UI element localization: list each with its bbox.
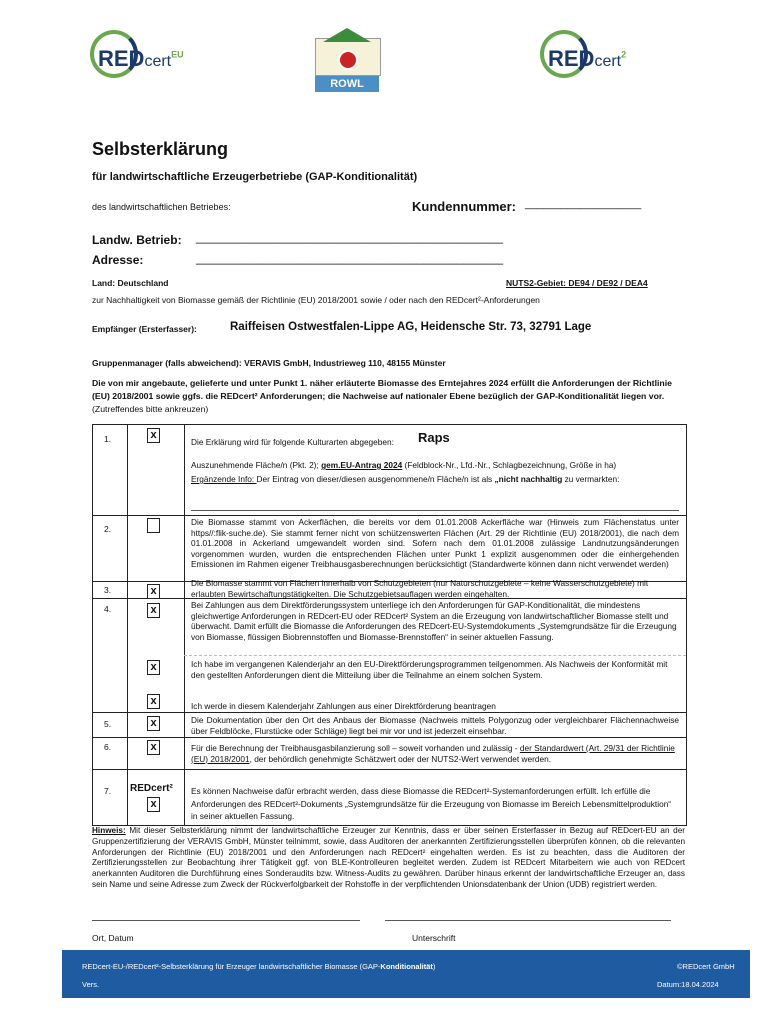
row-1-checkbox[interactable]: x: [147, 428, 160, 443]
row-2-checkbox[interactable]: [147, 518, 160, 533]
row-7-label: REDcert²: [130, 783, 173, 794]
row-1-text-c: Ergänzende Info: Der Eintrag von dieser/diesen ausgenommene/n Fläche/n ist als „nicht nachhaltig zu vermarkten:: [191, 474, 620, 484]
row-5-checkbox[interactable]: x: [147, 716, 160, 731]
row-6-number: 6.: [104, 742, 112, 752]
redcert2-logo: [540, 30, 650, 90]
adresse-label: Adresse:: [92, 253, 144, 267]
rowl-logo: [315, 38, 379, 93]
land-label: Land: Deutschland: [92, 278, 169, 288]
footer-copyright: ©REDcert GmbH: [677, 962, 735, 971]
gruppenmanager-text: Gruppenmanager (falls abweichend): VERAVIS GmbH, Industrieweg 110, 48155 Münster: [92, 358, 446, 368]
row-1-entry-line[interactable]: [191, 510, 679, 511]
logo-cert-text: cert: [144, 53, 172, 70]
nachhaltigkeit-text: zur Nachhaltigkeit von Biomasse gemäß der Richtlinie (EU) 2018/2001 sowie / oder nach den REDcert²-Anforderungen: [92, 295, 540, 305]
row-5-text: Die Dokumentation über den Ort des Anbaus der Biomasse (Nachweis mittels Polygonzug oder vergleichbarer Flächennachweise über Feldblöcke, Flurstücke oder Schläge) liegt bei mir vor und ist jederzeit einsehbar.: [191, 715, 679, 736]
row-6-checkbox[interactable]: x: [147, 740, 160, 755]
rowl-label: ROWL: [315, 76, 379, 92]
row-7-text: Es können Nachweise dafür erbracht werden, dass diese Biomasse die REDcert²-Systemanforderungen erfüllt. Ich erfülle die Anforderungen des REDcert²-Dokuments „Systemgrundsätze für die Erzeugung von Biomasse im Bereich Lebensmittelproduktion“ in seiner aktuellen Fassung.: [191, 786, 672, 821]
row-3-text: Die Biomasse stammt von Flächen innerhalb von Schutzgebieten (nur Naturschutzgebiete – keine Wasserschutzgebiete) mit erlaubten Bewirtschaftungstätigkeiten. Die Schutzgebietsauflagen werden eingehalten.: [191, 578, 649, 599]
row-7-checkbox[interactable]: x: [147, 797, 160, 812]
page-title: Selbsterklärung: [92, 139, 229, 159]
ort-datum-label: Ort, Datum: [92, 933, 134, 943]
row-1-text-a: Die Erklärung wird für folgende Kulturarten abgegeben:: [191, 437, 394, 447]
landw-label: Landw. Betrieb:: [92, 233, 182, 247]
row-4c-text: Ich werde in diesem Kalenderjahr Zahlungen aus einer Direktförderung beantragen: [191, 701, 496, 711]
row-7-number: 7.: [104, 786, 112, 796]
row-2-text: Die Biomasse stammt von Ackerflächen, die bereits vor dem 01.01.2008 Ackerfläche war (Hinweis zum Flächenstatus unter https//:flik-suche.de). Sie stammt ferner nicht von schützenswerten Flächen (Art. 29 der Richtlinie (EU) 2018/2001), die nach dem 01.01.2008 in Ackerland umgewandelt worden sind. Sofern nach dem 01.01.2008 zulässige Landnutzungsänderungen vorgenommen wurden, wurden die entsprechenden Flächen unter Punkt 1 explizit ausgenommen oder die einhergehenden Emissionen im Rahmen eigener Treibhausgasberechnungen berücksichtigt (Standardwerte können dann nicht verwendet werden): [191, 517, 679, 570]
hinweis-label: Hinweis:: [92, 826, 126, 835]
logo-red-text: RED: [548, 46, 595, 71]
intro-bold: Die von mir angebaute, gelieferte und unter Punkt 1. näher erläuterte Biomasse des Erntejahres 2024 erfüllt die Anforderungen der Richtlinie (EU) 2018/2001 sowie ggfs. die REDcert² Anforderungen; die Nachweise auf nationaler Ebene bezüglich der GAP-Konditionalität liegen vor.: [92, 378, 672, 401]
logo-cert-text: cert: [594, 53, 622, 70]
kundennummer-label: Kundennummer:: [412, 199, 516, 214]
row-1-text-b: Auszunehmende Fläche/n (Pkt. 2); gem.EU-Antrag 2024 (Feldblock-Nr., Lfd.-Nr., Schlagbezeichnung, Größe in ha): [191, 460, 617, 470]
page-subtitle: für landwirtschaftliche Erzeugerbetriebe (GAP-Konditionalität): [92, 171, 418, 183]
kundennummer-field[interactable]: ___________________: [525, 198, 642, 210]
row-1-raps: Raps: [418, 430, 450, 445]
footer-date: Datum:18.04.2024: [657, 980, 719, 989]
hinweis-text: Mit dieser Selbsterklärung nimmt der landwirtschaftliche Erzeuger zur Kenntnis, dass er über seinen Ersterfasser in Bezug auf REDcert-EU an der Gruppenzertifizierung der VERAVIS GmbH, Münster teilnimmt, sowie, dass Auditoren der anerkannten Zertifizierungsstellen überprüfen können, ob die relevanten Anforderungen der Richtlinie (EU) 2018/2001 und den Anforderungen nach REDcert² eingehalten werden. Es ist zu beachten, dass die Auditoren der Zertifizierungsstellen zur Beobachtung ihrer Tätigkeit ggf. von BLE-Kontrolleuren begleitet werden. Zudem ist REDcert Mitarbeitern wie auch von REDcert anerkannten Auditoren die Durchführung eines Sonderaudits bzw. Witness-Audits zu gewähren. Darüber hinaus erkennt der landwirtschaftliche Erzeuger an, dass sein Name und seine Adresse zum Zweck der Rückverfolgbarkeit der Rohstoffe in der verpflichtenden Unionsdatenbank der Union (UDB) registriert werden.: [92, 826, 685, 889]
nuts-label: NUTS2-Gebiet: DE94 / DE92 / DEA4: [506, 278, 648, 288]
row-3-checkbox[interactable]: x: [147, 584, 160, 599]
footer-version: Vers.: [82, 980, 100, 989]
row-3-number: 3.: [104, 585, 112, 595]
logo-sup: EU: [171, 49, 184, 60]
logo-red-text: RED: [98, 46, 145, 71]
ort-datum-line[interactable]: [92, 920, 360, 921]
intro-paragraph: [92, 377, 687, 416]
row-4-number: 4.: [104, 604, 112, 614]
intro-normal: (Zutreffendes bitte ankreuzen): [92, 404, 209, 414]
row-4c-checkbox[interactable]: x: [147, 694, 160, 709]
unterschrift-label: Unterschrift: [412, 933, 456, 943]
adresse-field[interactable]: ______________________________________________: [196, 251, 503, 265]
hinweis-paragraph: [92, 826, 685, 891]
row-2-number: 2.: [104, 524, 112, 534]
row-5-number: 5.: [104, 719, 112, 729]
redcert-eu-logo: [90, 30, 210, 90]
row-6-text: Für die Berechnung der Treibhausgasbilanzierung soll – soweit vorhanden und zulässig - der Standardwert (Art. 29/31 der Richtlinie (EU) 2018/2001, der behördlich genehmigte Schätzwert oder der NUTS2-Wert verwendet werden.: [191, 743, 675, 764]
betrieb-label: des landwirtschaftlichen Betriebes:: [92, 202, 231, 212]
footer-title: REDcert-EU-/REDcert²-Selbsterklärung für Erzeuger landwirtschaftlicher Biomasse (GAP-Konditionalität): [82, 962, 436, 971]
logo-sup: 2: [621, 49, 627, 60]
empfaenger-value: Raiffeisen Ostwestfalen-Lippe AG, Heidensche Str. 73, 32791 Lage: [230, 321, 592, 333]
row-4b-text: Ich habe im vergangenen Kalenderjahr an den EU-Direktförderungsprogrammen teilgenommen. Als Nachweis der Konformität mit den gestellten Anforderungen dient die Mitteilung über die Teilnahme an einem solchen System.: [191, 659, 668, 680]
unterschrift-line[interactable]: [385, 920, 671, 921]
row-1-number: 1.: [104, 434, 112, 444]
row-4-checkbox[interactable]: x: [147, 603, 160, 618]
row-4b-checkbox[interactable]: x: [147, 660, 160, 675]
row-4-text: Bei Zahlungen aus dem Direktförderungssystem unterliege ich den Anforderungen für GAP-Konditionalität, die mindestens gleichwertige Anforderungen in REDcert-EU oder REDcert² System an die Erzeugung von landwirtschaftlicher Biomasse stellt und überwacht. Damit erfüllt die Biomasse die Anforderungen des REDcert-EU-Systemdokuments „Systemgrundsätze für die Erzeugung von Biomasse, flüssigen Biobrennstoffen und Biomasse-Brennstoffen“ in seiner aktuellen Fassung.: [191, 600, 677, 642]
empfaenger-label: Empfänger (Ersterfasser):: [92, 324, 197, 334]
footer-bar: [62, 950, 750, 998]
landw-field[interactable]: ______________________________________________: [196, 230, 503, 244]
